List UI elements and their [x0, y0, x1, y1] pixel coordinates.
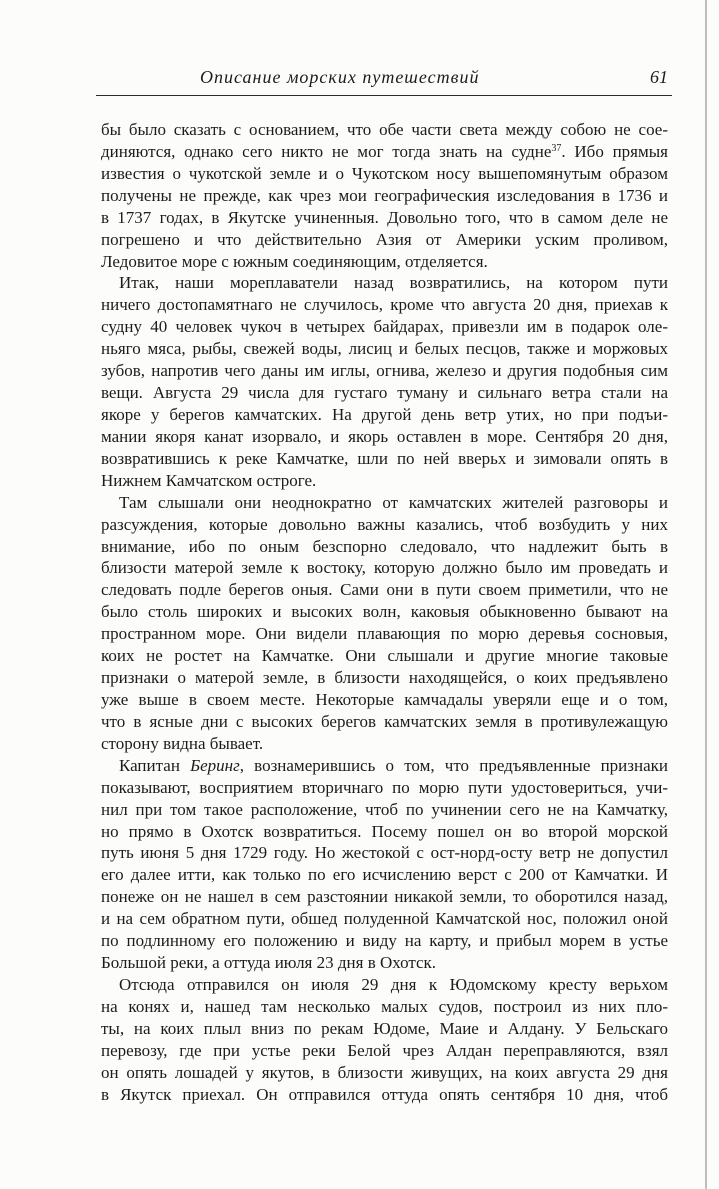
- text-line: перевозу, где при устье реки Белой чрез Алдан переправляются, взял: [101, 1040, 668, 1060]
- page-number: 61: [650, 67, 668, 87]
- italic-name: Беринг: [190, 755, 240, 775]
- paragraph-5: [101, 974, 668, 1106]
- text-line: признаки о матерой земле, в близости находящейся, о коих предъявлено: [101, 668, 668, 688]
- text-line: понеже он не нашел в сем разстоянии никакой земли, то оборотился назад,: [101, 887, 668, 907]
- text-segment: Капитан: [119, 755, 191, 775]
- text-line: разсуждения, которые довольно важны казались, чтоб возбудить у них: [101, 514, 668, 534]
- text-line: но прямо в Охотск возвратиться. Посему пошел он во второй морской: [101, 821, 668, 841]
- text-line: [101, 141, 668, 163]
- text-line: сторону видна бывает.: [101, 733, 264, 753]
- text-line: по подлинному его положению и виду на карту, и прибыл морем в устье: [101, 931, 668, 951]
- text-line: его далее итти, как только по его исчислению верст с 200 от Камчатки. И: [101, 865, 668, 885]
- paragraph-3: [101, 492, 668, 755]
- text-line: коих не ростет на Камчатке. Они слышали и другие многие таковые: [101, 646, 668, 666]
- text-line: уже выше в своем месте. Некоторые камчадалы уверяли еще и о том,: [101, 689, 668, 709]
- text-line: ничего достопамятнаго не случилось, кроме что августа 20 дня, приехав к: [101, 295, 668, 315]
- page-edge-shadow: [705, 0, 707, 1189]
- text-line: якоре у берегов камчатских. На другой день ветр утих, но при подъи-: [101, 404, 668, 424]
- text-line: Итак, наши мореплаватели назад возвратились, на котором пути: [119, 273, 668, 293]
- text-line: в Якутск приехал. Он отправился оттуда опять сентября 10 дня, чтоб: [101, 1084, 668, 1104]
- text-line: нил при том такое расположение, чтоб по учинении сего не на Камчатку,: [101, 799, 668, 819]
- text-line: ньяго мяса, рыбы, свежей воды, лисиц и белых песцов, также и моржовых: [101, 339, 668, 359]
- text-line: бы было сказать с основанием, что обе части света между собою не сое-: [101, 120, 668, 139]
- text-line: в 1737 годах, в Якутске учиненныя. Довольно того, что в самом деле не: [101, 207, 668, 227]
- text-line: следовать подле берегов оныя. Сами они в пути своем приметили, что не: [101, 580, 668, 600]
- text-line: Отсюда отправился он июля 29 дня к Юдомскому кресту верьхом: [119, 974, 668, 994]
- text-line: вещи. Августа 29 числа для густаго туману и сильнаго ветра стали на: [101, 383, 668, 403]
- text-line: Нижнем Камчатском остроге.: [101, 470, 317, 490]
- text-line: он опять лошадей у якутов, в близости живущих, на коих августа 29 дня: [101, 1062, 668, 1082]
- text-line: и на сем обратном пути, обшед полуденной Камчатской нос, положил оной: [101, 909, 668, 929]
- text-line: зубов, напротив чего даны им иглы, огнива, железо и другия подобныя сим: [101, 361, 668, 381]
- text-line: получены не прежде, как чрез мои географическия изследования в 1736 и: [101, 185, 668, 205]
- text-line: было столь широких и высоких волн, каковыя обыкновенно бывают на: [101, 602, 668, 622]
- text-line: возвратившись к реке Камчатке, шли по ней вверьх и зимовали опять в: [101, 448, 668, 468]
- text-line: ты, на коих плыл вниз по рекам Юдоме, Маие и Алдану. У Бельскаго: [101, 1018, 668, 1038]
- footnote-reference: 37: [551, 142, 562, 154]
- text-line: судну 40 человек чукоч в четырех байдарах, привезли им в подарок оле-: [101, 317, 668, 337]
- text-line: [101, 755, 668, 777]
- text-segment: , вознамерившись о том, что предъявленные признаки: [239, 755, 668, 775]
- text-line: мании якоря канат изорвало, и якорь оставлен в море. Сентября 20 дня,: [101, 426, 668, 446]
- header-rule: [96, 95, 672, 96]
- text-line: внимание, ибо по оным безспорно следовало, что надлежит быть в: [101, 536, 668, 556]
- paragraph-2: [101, 272, 668, 491]
- paragraph-4: [101, 755, 668, 974]
- text-line: путь июня 5 дня 1729 году. Но жестокой с ост-норд-осту ветр не допустил: [101, 843, 668, 863]
- text-line: погрешено и что действительно Азия от Америки уским проливом,: [101, 229, 668, 249]
- text-line: Большой реки, а оттуда июля 23 дня в Охотск.: [101, 953, 437, 973]
- text-line: известия о чукотской земле и о Чукотском носу вышепомянутым образом: [101, 163, 668, 183]
- paragraph-1: [101, 119, 668, 272]
- text-segment: . Ибо прямыя: [561, 141, 669, 161]
- text-line: на конях и, нашед там несколько малых судов, построил из них пло-: [101, 996, 668, 1016]
- text-segment: диняются, однако сего никто не мог тогда знать на судне: [101, 141, 552, 161]
- text-line: показывают, восприятием вторичнаго по морю пути удостовериться, учи-: [101, 777, 668, 797]
- running-title: Описание морских путешествий: [200, 67, 480, 87]
- text-line: Ледовитое море с южным соединяющим, отделяется.: [101, 251, 488, 271]
- text-line: пространном море. Они видели плавающия по морю деревья сосновыя,: [101, 624, 668, 644]
- text-line: что в ясные дни с высоких берегов камчатских земля в противулежащую: [101, 711, 668, 731]
- text-line: Там слышали они неоднократно от камчатских жителей разговоры и: [119, 492, 668, 512]
- text-line: близости матерой земле к востоку, которую должно было им проведать и: [101, 558, 668, 578]
- body-text: [101, 119, 668, 1105]
